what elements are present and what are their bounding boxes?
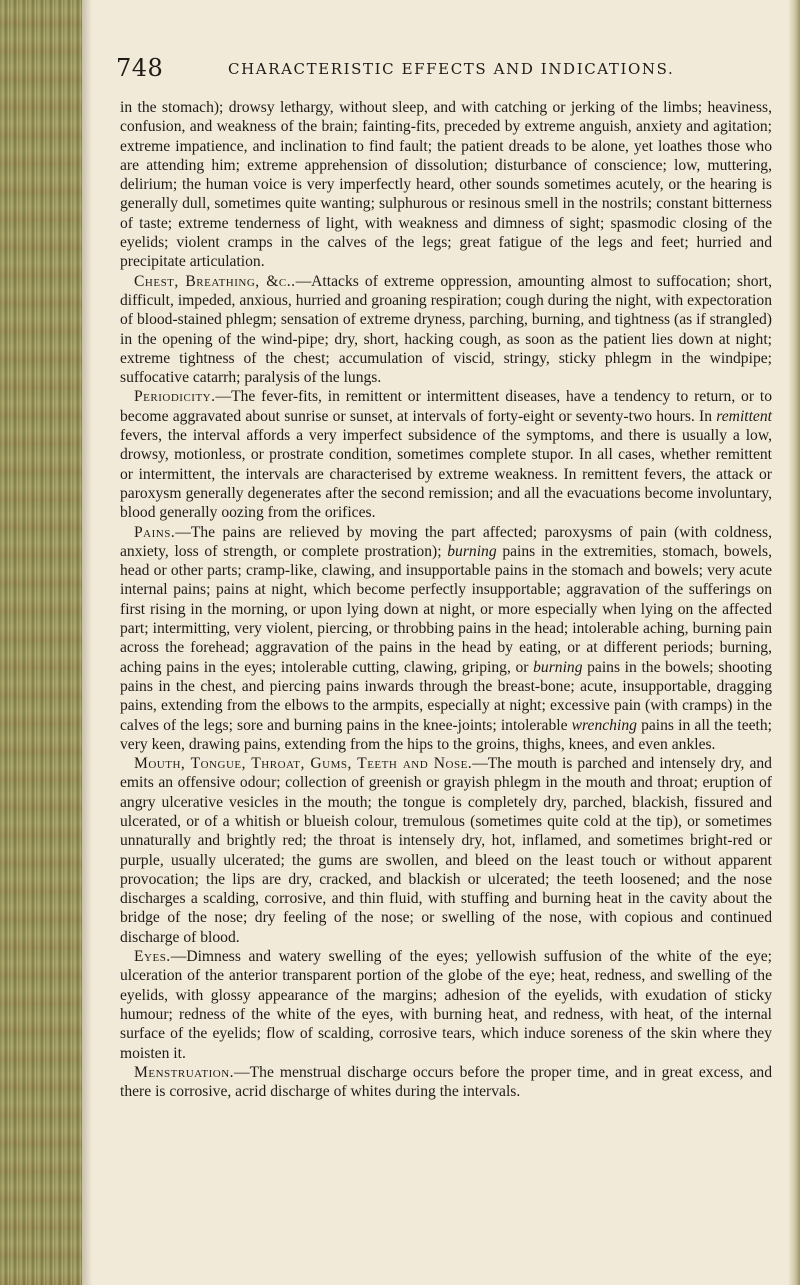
paragraph-text: pains in all the teeth; very keen, drawing pains, extending from the hips to the groins, thighs, knees, and even ankles. [120, 716, 772, 753]
paragraph-text: pains in the bowels; shooting pains in the chest, and piercing pains inwards through the breast-bone; acute, insupportable, dragging pains, extending from the elbows to the armpits, especially at night; excessive pain (with cramps) in the calves of the legs; sore and burning pains in the knee-joints; intolerable [120, 658, 772, 734]
paragraph-mouth [120, 754, 772, 947]
paragraph-chest [120, 272, 772, 388]
page-content [90, 54, 772, 1101]
section-heading: Mouth, Tongue, Throat, Gums, Teeth and Nose. [134, 755, 473, 773]
page-number: 748 [116, 54, 164, 82]
paragraph-eyes [120, 947, 772, 1063]
book-spine-edge [0, 0, 82, 1285]
paragraph-text: pains in the extremities, stomach, bowels, head or other parts; cramp-like, clawing, and insupportable pains in the stomach and bowels; very acute internal pains; pains at night, which become perfectly insupportable; aggravation of the sufferings on first rising in the morning, or upon lying down at night, or more especially when lying on the affected part; intermitting, very violent, piercing, or throbbing pains in the head; intolerable aching, burning pain across the forehead; aggravation of the pains in the head by eating, or at different periods; burning, aching pains in the eyes; intolerable cutting, clawing, griping, or [120, 542, 772, 676]
italic-term: wrenching [571, 716, 637, 734]
paragraph-continuation [120, 98, 772, 272]
paragraph-text: —The fever-fits, in remittent or intermittent diseases, have a tendency to return, or to become aggravated about sunrise or sunset, at intervals of forty-eight or seventy-two hours. In [120, 388, 772, 425]
paragraph-text: fevers, the interval affords a very imperfect subsidence of the symptoms, and there is usually a low, drowsy, motionless, or prostrate condition, sometimes complete stupor. In all cases, whether remittent or intermittent, the intervals are characterised by extreme weakness. In remittent fevers, the attack or paroxysm generally degenerates after the second remission; and all the evacuations become involuntary, blood generally oozing from the orifices. [120, 427, 772, 522]
italic-term: remittent [716, 407, 772, 425]
paragraph-text: in the stomach); drowsy lethargy, without sleep, and with catching or jerking of the limbs; heaviness, confusion, and weakness of the brain; fainting-fits, preceded by extreme anguish, anxiety and agitation; extreme impatience, and inclination to find fault; the patient dreads to be alone, yet loathes those who are attending him; extreme apprehension of dissolution; disturbance of conscience; low, muttering, delirium; the human voice is very imperfectly heard, other sounds sometimes acutely, or the hearing is generally dull, sometimes quite wanting; sulphurous or resinous smell in the nostrils; constant bitterness of taste; extreme tenderness of light, with weakness and dimness of sight; spasmodic closing of the eyelids; violent cramps in the calves of the legs; great fatigue of the legs and feet; hurried and precipitate articulation. [120, 99, 772, 271]
page-right-edge [788, 0, 800, 1285]
italic-term: burning [533, 658, 583, 676]
page-header [90, 54, 772, 90]
paragraph-text: —Attacks of extreme oppression, amounting almost to suffocation; short, difficult, impeded, anxious, hurried and groaning respiration; cough during the night, with expectoration of blood-stained phlegm; sensation of extreme dryness, parching, burning, and tightness (as if strangled) in the opening of the wind-pipe; dry, short, hacking cough, as soon as the patient lies down at night; extreme tightness of the chest; accumulation of viscid, stringy, sticky phlegm in the windpipe; suffocative catarrh; paralysis of the lungs. [120, 272, 772, 387]
paragraph-text: —The pains are relieved by moving the part affected; paroxysms of pain (with coldness, anxiety, loss of strength, or complete prostration); [120, 523, 772, 560]
section-heading: Pains. [134, 523, 176, 541]
paragraph-text: —Dimness and watery swelling of the eyes; yellowish suffusion of the white of the eye; ulceration of the anterior transparent portion of the globe of the eye; heat, redness, and swelling of the eyelids, with glossy appearance of the margins; adhesion of the eyelids, with exudation of sticky humour; redness of the white of the eyes, with burning heat, and redness, with heat, of the internal surface of the eyelids; flow of scalding, corrosive tears, which induce soreness of the skin where they moisten it. [120, 948, 772, 1062]
section-heading: Periodicity. [134, 388, 216, 406]
section-heading: Chest, Breathing, &c.. [134, 272, 296, 290]
paragraph-text: —The menstrual discharge occurs before the proper time, and in great excess, and there is corrosive, acrid discharge of whites during the intervals. [120, 1063, 772, 1101]
paragraph-pains [120, 523, 772, 755]
running-head: CHARACTERISTIC EFFECTS AND INDICATIONS. [228, 60, 675, 78]
paragraph-periodicity [120, 387, 772, 522]
italic-term: burning [447, 542, 497, 560]
paragraph-menstruation [120, 1063, 772, 1102]
page-body-text [90, 98, 772, 1101]
section-heading: Eyes. [134, 948, 171, 966]
section-heading: Menstruation. [134, 1063, 235, 1081]
paragraph-text: —The mouth is parched and intensely dry, and emits an offensive odour; collection of greenish or grayish phlegm in the mouth and throat; eruption of angry ulcerative vesicles in the mouth; the tongue is completely dry, parched, blackish, fissured and ulcerated, or of a whitish or blueish colour, tremulous (sometimes quite cold at the tip), or sometimes unnaturally and brightly red; the throat is intensely dry, hot, inflamed, and sometimes bright-red or purple, usually ulcerated; the gums are swollen, and bleed on the least touch or without apparent provocation; the lips are dry, cracked, and blackish or ulcerated; the teeth loosened; and the nose discharges a scalding, corrosive, and thin fluid, with stuffing and burning heat in the cavity about the bridge of the nose; dry feeling of the nose; or swelling of the nose, with copious and continued discharge of blood. [120, 755, 772, 946]
